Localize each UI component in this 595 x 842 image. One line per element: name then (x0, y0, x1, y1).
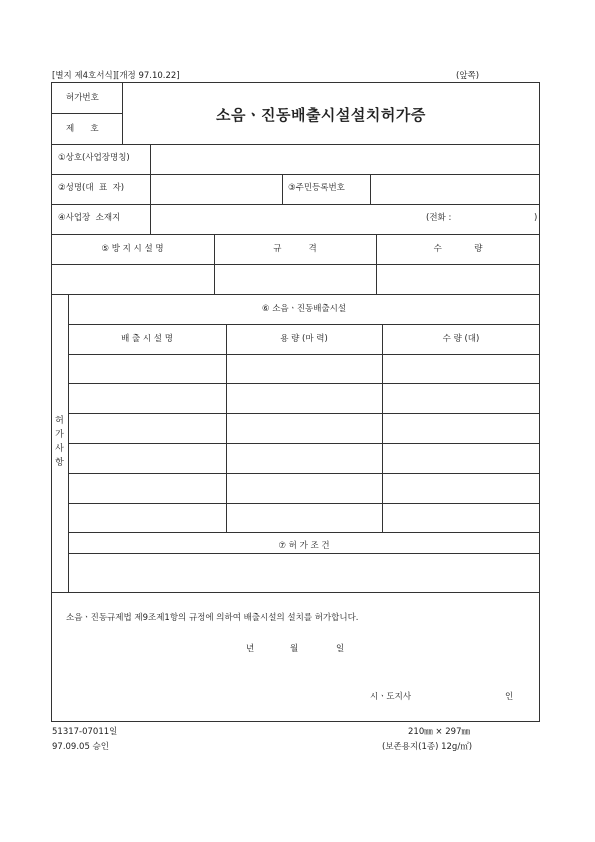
table-row-divider (68, 503, 540, 504)
representative-label: ②성명(대 표 자) (58, 183, 125, 193)
phone-close: ) (534, 213, 538, 223)
table-row-divider (68, 473, 540, 474)
prevention-qty-header: 수 량 (433, 244, 483, 254)
permit-number-label: 허가번호 (66, 93, 99, 103)
paper-size: 210㎜ × 297㎜ (408, 727, 470, 737)
side-char-4: 항 (55, 458, 64, 468)
document-title: 소음ㆍ진동배출시설설치허가증 (216, 106, 426, 124)
approval-date: 97.09.05 승인 (52, 742, 109, 752)
emission-capacity-header: 용 량 (마 력) (280, 334, 328, 344)
table-row-divider (68, 383, 540, 384)
form-code: 51317-07011일 (52, 727, 118, 737)
form-reference: [별지 제4호서식][개정 97.10.22] (52, 71, 180, 81)
address-label: ④사업장 소재지 (58, 213, 121, 223)
signer-label: 시ㆍ도지사 (370, 692, 412, 702)
page-side-label: (앞쪽) (456, 71, 480, 81)
emission-section-title: ⑥ 소음ㆍ진동배출시설 (261, 304, 347, 314)
date-month: 월 (290, 644, 299, 654)
trade-name-label: ①상호(사업장명칭) (58, 153, 130, 163)
emission-qty-header: 수 량 (대) (442, 334, 480, 344)
side-char-2: 가 (55, 430, 64, 440)
prevention-name-header: ⑤ 방 지 시 설 명 (101, 244, 164, 254)
date-year: 년 (246, 644, 255, 654)
date-day: 일 (336, 644, 345, 654)
side-char-1: 허 (55, 416, 64, 426)
resident-number-label: ③주민등록번호 (288, 183, 345, 193)
form-frame (51, 82, 540, 722)
conditions-label: ⑦ 허 가 조 건 (278, 541, 330, 551)
side-char-3: 사 (55, 444, 64, 454)
permit-details-side-label (51, 414, 68, 470)
phone-label: (전화 : (426, 213, 452, 223)
table-row-divider (68, 443, 540, 444)
table-row-divider (68, 413, 540, 414)
emission-name-header: 배 출 시 설 명 (121, 334, 173, 344)
permit-statement: 소음ㆍ진동규제법 제9조제1항의 규정에 의하여 배출시설의 설치를 허가합니다. (66, 613, 359, 623)
seal-label: 인 (505, 692, 514, 702)
prevention-spec-header: 규 격 (273, 244, 317, 254)
paper-spec: (보존용지(1종) 12g/㎡) (382, 742, 473, 752)
permit-number-value: 제 호 (66, 124, 99, 134)
